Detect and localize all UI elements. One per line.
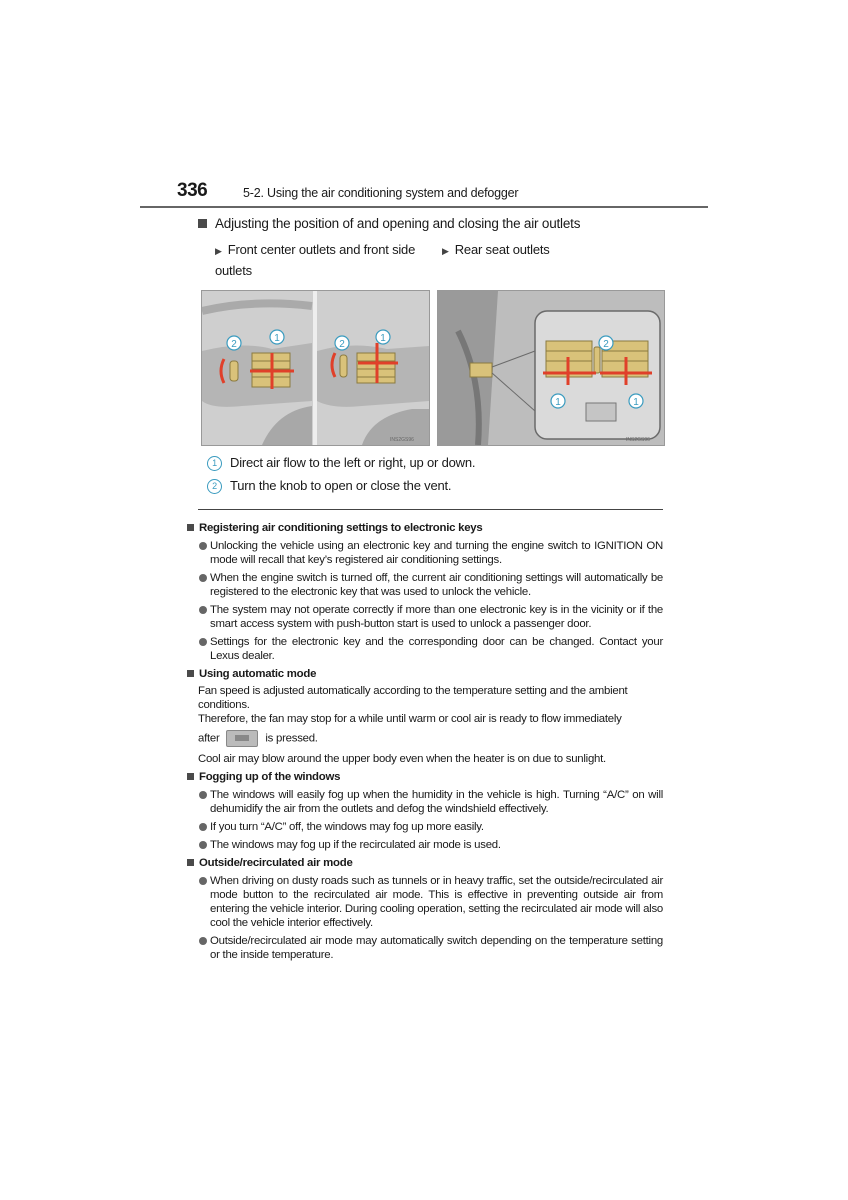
caption-1-text: Direct air flow to the left or right, up or down.: [230, 455, 476, 470]
note-paragraph: after is pressed.: [187, 730, 663, 747]
note-heading-keys: Registering air conditioning settings to electronic keys: [187, 521, 663, 535]
caption-1: [207, 455, 475, 471]
circled-number: 1: [207, 456, 222, 471]
note-paragraph: Therefore, the fan may stop for a while until warm or cool air is ready to flow immediately: [198, 713, 622, 725]
subheading-rear: [442, 240, 550, 261]
marker-2: 2: [231, 339, 237, 350]
circled-number: 2: [207, 479, 222, 494]
note-bullet: When driving on dusty roads such as tunnels or in heavy traffic, set the outside/recirculated air mode button to the recirculated air mode. This is effective in preventing outside air from entering the vehicle interior. During cooling operation, setting the recirculated air mode will also cool the vehicle interior effectively.: [187, 874, 663, 930]
note-bullet: If you turn “A/C” off, the windows may fog up more easily.: [187, 820, 663, 834]
section-title-text: Adjusting the position of and opening and closing the air outlets: [215, 216, 581, 231]
note-bullet: Outside/recirculated air mode may automatically switch depending on the temperature setting or the inside temperature.: [187, 934, 663, 962]
rear-outlets-figure: [437, 290, 665, 446]
note-bullet: The windows will easily fog up when the humidity in the vehicle is high. Turning “A/C” on will dehumidify the air from the outlets and defog the windshield effectively.: [187, 788, 663, 816]
marker-1: 1: [274, 333, 280, 344]
subheading-front: [215, 240, 430, 281]
caption-2: [207, 478, 451, 494]
note-paragraph: Cool air may blow around the upper body even when the heater is on due to sunlight.: [198, 753, 606, 765]
notes-block: [187, 517, 663, 962]
note-paragraph: Fan speed is adjusted automatically according to the temperature setting and the ambient conditions.: [198, 685, 628, 711]
header-rule: [140, 206, 708, 208]
square-bullet-icon: [187, 524, 194, 531]
marker-2: 2: [603, 339, 609, 350]
note-bullet: Settings for the electronic key and the corresponding door can be changed. Contact your Lexus dealer.: [187, 635, 663, 663]
note-heading-recirc: Outside/recirculated air mode: [187, 856, 663, 870]
marker-1: 1: [380, 333, 386, 344]
square-bullet-icon: [187, 859, 194, 866]
square-bullet-icon: [187, 773, 194, 780]
marker-1: 1: [555, 397, 561, 408]
marker-1: 1: [633, 397, 639, 408]
square-bullet-icon: [198, 219, 207, 228]
subheading-front-text: Front center outlets and front side outlets: [215, 242, 416, 278]
note-bullet: The system may not operate correctly if more than one electronic key is in the vicinity or if the smart access system with push-button start is used to unlock a passenger door.: [187, 603, 663, 631]
marker-2: 2: [339, 339, 345, 350]
figure-code: INS2GS96: [626, 437, 650, 443]
note-heading-auto: Using automatic mode: [187, 667, 663, 681]
chapter-heading: 5-2. Using the air conditioning system and defogger: [243, 186, 519, 200]
caption-2-text: Turn the knob to open or close the vent.: [230, 478, 452, 493]
page-number: 336: [177, 180, 208, 201]
triangle-bullet-icon: ▶: [442, 246, 449, 256]
note-bullet: When the engine switch is turned off, the current air conditioning settings will automatically be registered to the electronic key that was used to unlock the vehicle.: [187, 571, 663, 599]
note-bullet: The windows may fog up if the recirculated air mode is used.: [187, 838, 663, 852]
auto-button-icon: [226, 730, 258, 747]
square-bullet-icon: [187, 670, 194, 677]
front-outlets-figure: [201, 290, 430, 446]
triangle-bullet-icon: ▶: [215, 246, 222, 256]
section-divider: [198, 509, 663, 510]
note-heading-fog: Fogging up of the windows: [187, 770, 663, 784]
note-bullet: Unlocking the vehicle using an electronic key and turning the engine switch to IGNITION ON mode will recall that key’s registered air conditioning settings.: [187, 539, 663, 567]
figure-code: INS2GS96: [390, 437, 414, 443]
subheading-rear-text: Rear seat outlets: [454, 242, 550, 257]
section-title: [198, 216, 580, 231]
